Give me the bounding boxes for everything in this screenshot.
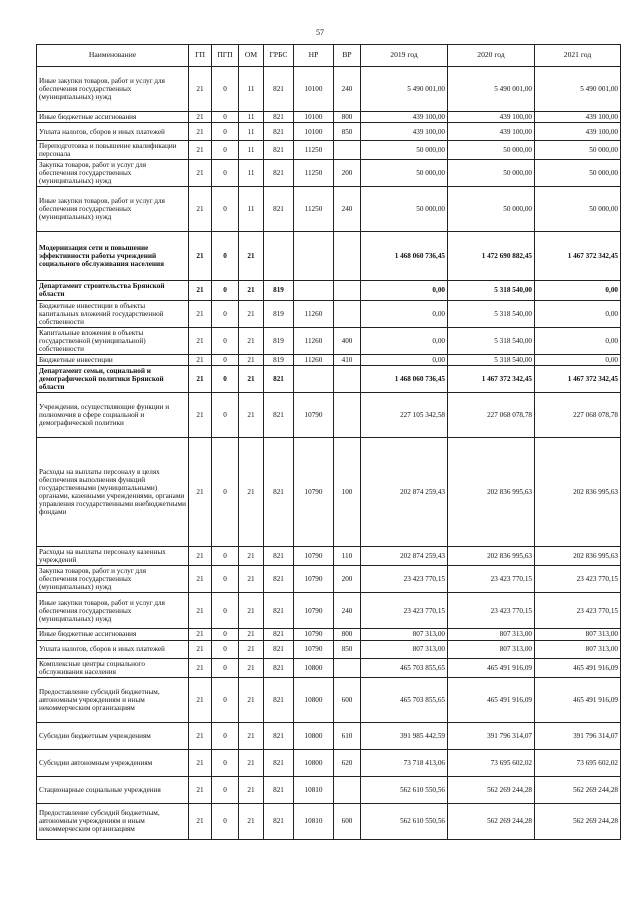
cell-grbs: 821 [264, 658, 294, 677]
cell-np: 10790 [294, 593, 334, 629]
cell-2021: 1 467 372 342,45 [535, 365, 621, 392]
cell-vr [334, 393, 361, 438]
cell-pgp: 0 [212, 123, 239, 141]
cell-pgp: 0 [212, 547, 239, 566]
table-row [37, 438, 621, 547]
cell-vr: 110 [334, 547, 361, 566]
cell-2020: 807 313,00 [448, 640, 535, 658]
cell-2021: 465 491 916,09 [535, 658, 621, 677]
header-gp: ГП [189, 45, 212, 67]
cell-pgp: 0 [212, 67, 239, 112]
table-body [37, 67, 621, 840]
cell-grbs: 819 [264, 327, 294, 354]
cell-2021: 23 423 770,15 [535, 566, 621, 593]
cell-2019: 5 490 001,00 [361, 67, 448, 112]
cell-gp: 21 [189, 803, 212, 839]
table-row [37, 187, 621, 232]
table-row [37, 629, 621, 640]
cell-np: 11260 [294, 354, 334, 365]
cell-om: 21 [239, 438, 264, 547]
cell-2021: 202 836 995,63 [535, 438, 621, 547]
cell-2019: 391 985 442,59 [361, 722, 448, 749]
cell-np: 10100 [294, 67, 334, 112]
cell-2019: 202 874 259,43 [361, 438, 448, 547]
cell-2019: 439 100,00 [361, 123, 448, 141]
cell-2020: 1 472 690 882,45 [448, 232, 535, 281]
cell-2020: 23 423 770,15 [448, 593, 535, 629]
cell-2019: 227 105 342,58 [361, 393, 448, 438]
cell-vr: 410 [334, 354, 361, 365]
cell-name: Учреждения, осуществляющие функции и полномочия в сфере социальной и демографической политики [37, 393, 189, 438]
cell-2019: 1 468 060 736,45 [361, 365, 448, 392]
cell-om: 21 [239, 393, 264, 438]
cell-vr [334, 281, 361, 300]
cell-2021: 50 000,00 [535, 160, 621, 187]
cell-om: 21 [239, 803, 264, 839]
cell-om: 21 [239, 300, 264, 327]
cell-gp: 21 [189, 566, 212, 593]
cell-pgp: 0 [212, 300, 239, 327]
table-row [37, 123, 621, 141]
cell-gp: 21 [189, 123, 212, 141]
cell-2020: 465 491 916,09 [448, 658, 535, 677]
cell-grbs: 821 [264, 187, 294, 232]
cell-2020: 50 000,00 [448, 141, 535, 160]
header-2021: 2021 год [535, 45, 621, 67]
cell-2019: 562 610 550,56 [361, 776, 448, 803]
cell-np: 10790 [294, 640, 334, 658]
cell-2019: 202 874 259,43 [361, 547, 448, 566]
cell-gp: 21 [189, 776, 212, 803]
cell-om: 21 [239, 629, 264, 640]
cell-pgp: 0 [212, 776, 239, 803]
cell-2021: 50 000,00 [535, 141, 621, 160]
cell-2020: 202 836 995,63 [448, 438, 535, 547]
cell-2019: 465 703 855,65 [361, 658, 448, 677]
cell-2020: 5 318 540,00 [448, 327, 535, 354]
cell-gp: 21 [189, 658, 212, 677]
cell-gp: 21 [189, 160, 212, 187]
cell-name: Иные закупки товаров, работ и услуг для обеспечения государственных (муниципальных) нужд [37, 187, 189, 232]
cell-2020: 391 796 314,07 [448, 722, 535, 749]
cell-name: Уплата налогов, сборов и иных платежей [37, 640, 189, 658]
cell-gp: 21 [189, 365, 212, 392]
cell-gp: 21 [189, 677, 212, 722]
cell-om: 11 [239, 160, 264, 187]
cell-grbs [264, 232, 294, 281]
cell-pgp: 0 [212, 803, 239, 839]
cell-om: 21 [239, 640, 264, 658]
cell-vr: 600 [334, 803, 361, 839]
cell-name: Переподготовка и повышение квалификации персонала [37, 141, 189, 160]
cell-2019: 807 313,00 [361, 629, 448, 640]
cell-vr [334, 300, 361, 327]
table-row [37, 393, 621, 438]
cell-vr [334, 141, 361, 160]
cell-vr: 200 [334, 160, 361, 187]
cell-gp: 21 [189, 593, 212, 629]
cell-pgp: 0 [212, 438, 239, 547]
cell-grbs: 821 [264, 677, 294, 722]
cell-grbs: 821 [264, 67, 294, 112]
cell-2020: 5 318 540,00 [448, 354, 535, 365]
cell-2020: 50 000,00 [448, 160, 535, 187]
cell-2021: 562 269 244,28 [535, 803, 621, 839]
cell-name: Уплата налогов, сборов и иных платежей [37, 123, 189, 141]
cell-om: 21 [239, 327, 264, 354]
cell-grbs: 821 [264, 141, 294, 160]
cell-2020: 5 318 540,00 [448, 281, 535, 300]
cell-grbs: 819 [264, 281, 294, 300]
cell-2019: 23 423 770,15 [361, 566, 448, 593]
cell-om: 21 [239, 354, 264, 365]
cell-name: Стационарные социальные учреждения [37, 776, 189, 803]
cell-vr: 850 [334, 123, 361, 141]
cell-2019: 439 100,00 [361, 112, 448, 123]
table-row [37, 354, 621, 365]
cell-2019: 23 423 770,15 [361, 593, 448, 629]
table-row [37, 547, 621, 566]
header-2019: 2019 год [361, 45, 448, 67]
cell-grbs: 821 [264, 640, 294, 658]
header-np: НР [294, 45, 334, 67]
cell-pgp: 0 [212, 187, 239, 232]
cell-2019: 0,00 [361, 281, 448, 300]
cell-name: Расходы на выплаты персоналу в целях обеспечения выполнения функций государственными (муниципальными) органами, казенными учреждениями, органами управления государственными внебюджетными фондами [37, 438, 189, 547]
cell-grbs: 821 [264, 566, 294, 593]
header-vr: ВР [334, 45, 361, 67]
cell-gp: 21 [189, 438, 212, 547]
cell-2020: 807 313,00 [448, 629, 535, 640]
cell-2021: 465 491 916,09 [535, 677, 621, 722]
table-row [37, 67, 621, 112]
cell-2021: 202 836 995,63 [535, 547, 621, 566]
cell-np: 11260 [294, 300, 334, 327]
table-row [37, 112, 621, 123]
cell-grbs: 821 [264, 776, 294, 803]
cell-name: Бюджетные инвестиции в объекты капитальных вложений государственной собственности [37, 300, 189, 327]
cell-vr: 100 [334, 438, 361, 547]
cell-vr: 200 [334, 566, 361, 593]
cell-pgp: 0 [212, 677, 239, 722]
cell-om: 21 [239, 281, 264, 300]
cell-2021: 5 490 001,00 [535, 67, 621, 112]
cell-np [294, 232, 334, 281]
cell-2021: 562 269 244,28 [535, 776, 621, 803]
table-row [37, 776, 621, 803]
cell-2019: 50 000,00 [361, 187, 448, 232]
cell-2019: 562 610 550,56 [361, 803, 448, 839]
cell-om: 21 [239, 566, 264, 593]
cell-np: 10800 [294, 722, 334, 749]
cell-name: Иные закупки товаров, работ и услуг для обеспечения государственных (муниципальных) нужд [37, 593, 189, 629]
header-grbs: ГРБС [264, 45, 294, 67]
cell-pgp: 0 [212, 354, 239, 365]
cell-2021: 0,00 [535, 281, 621, 300]
table-row [37, 749, 621, 776]
cell-gp: 21 [189, 327, 212, 354]
cell-gp: 21 [189, 67, 212, 112]
cell-grbs: 821 [264, 112, 294, 123]
cell-gp: 21 [189, 640, 212, 658]
table-row [37, 803, 621, 839]
cell-2021: 23 423 770,15 [535, 593, 621, 629]
cell-2020: 73 695 602,02 [448, 749, 535, 776]
cell-vr: 240 [334, 67, 361, 112]
cell-2021: 807 313,00 [535, 629, 621, 640]
table-row [37, 232, 621, 281]
cell-np: 11250 [294, 187, 334, 232]
cell-vr [334, 776, 361, 803]
cell-om: 21 [239, 677, 264, 722]
cell-2019: 465 703 855,65 [361, 677, 448, 722]
cell-vr: 240 [334, 187, 361, 232]
cell-np: 10800 [294, 749, 334, 776]
cell-pgp: 0 [212, 112, 239, 123]
cell-om: 21 [239, 749, 264, 776]
cell-om: 21 [239, 658, 264, 677]
cell-name: Департамент строительства Брянской области [37, 281, 189, 300]
cell-om: 11 [239, 112, 264, 123]
header-2020: 2020 год [448, 45, 535, 67]
cell-name: Департамент семьи, социальной и демографической политики Брянской области [37, 365, 189, 392]
cell-np: 10810 [294, 776, 334, 803]
page-number: 57 [316, 28, 324, 37]
cell-np: 11250 [294, 141, 334, 160]
cell-grbs: 819 [264, 300, 294, 327]
cell-name: Модернизация сети и повышение эффективности работы учреждений социального обслуживания населения [37, 232, 189, 281]
cell-gp: 21 [189, 112, 212, 123]
cell-om: 21 [239, 365, 264, 392]
cell-name: Иные бюджетные ассигнования [37, 629, 189, 640]
cell-2021: 227 068 078,78 [535, 393, 621, 438]
cell-2021: 0,00 [535, 354, 621, 365]
cell-vr [334, 658, 361, 677]
cell-2021: 50 000,00 [535, 187, 621, 232]
cell-np: 10810 [294, 803, 334, 839]
cell-np: 11260 [294, 327, 334, 354]
cell-grbs: 821 [264, 803, 294, 839]
table-row [37, 160, 621, 187]
table-row [37, 722, 621, 749]
cell-om: 21 [239, 547, 264, 566]
cell-2020: 1 467 372 342,45 [448, 365, 535, 392]
cell-2019: 0,00 [361, 354, 448, 365]
table-row [37, 677, 621, 722]
cell-np: 10100 [294, 123, 334, 141]
cell-2021: 73 695 602,02 [535, 749, 621, 776]
cell-2021: 0,00 [535, 300, 621, 327]
cell-name: Комплексные центры социального обслуживания населения [37, 658, 189, 677]
cell-om: 11 [239, 123, 264, 141]
cell-pgp: 0 [212, 141, 239, 160]
cell-2021: 391 796 314,07 [535, 722, 621, 749]
cell-grbs: 821 [264, 547, 294, 566]
cell-pgp: 0 [212, 749, 239, 776]
cell-gp: 21 [189, 749, 212, 776]
cell-name: Предоставление субсидий бюджетным, автономным учреждениям и иным некоммерческим организациям [37, 677, 189, 722]
cell-pgp: 0 [212, 722, 239, 749]
cell-gp: 21 [189, 393, 212, 438]
cell-2021: 0,00 [535, 327, 621, 354]
cell-gp: 21 [189, 141, 212, 160]
cell-2019: 0,00 [361, 300, 448, 327]
cell-om: 21 [239, 593, 264, 629]
cell-name: Иные закупки товаров, работ и услуг для обеспечения государственных (муниципальных) нужд [37, 67, 189, 112]
cell-np: 10790 [294, 393, 334, 438]
cell-vr: 400 [334, 327, 361, 354]
table-row [37, 566, 621, 593]
cell-name: Закупка товаров, работ и услуг для обеспечения государственных (муниципальных) нужд [37, 160, 189, 187]
cell-vr: 850 [334, 640, 361, 658]
cell-pgp: 0 [212, 640, 239, 658]
cell-gp: 21 [189, 354, 212, 365]
cell-grbs: 821 [264, 749, 294, 776]
cell-2021: 807 313,00 [535, 640, 621, 658]
cell-2019: 807 313,00 [361, 640, 448, 658]
table-row [37, 300, 621, 327]
cell-om: 21 [239, 722, 264, 749]
cell-np [294, 281, 334, 300]
cell-2019: 73 718 413,06 [361, 749, 448, 776]
cell-name: Предоставление субсидий бюджетным, автономным учреждениям и иным некоммерческим организациям [37, 803, 189, 839]
cell-grbs: 821 [264, 123, 294, 141]
cell-vr: 620 [334, 749, 361, 776]
cell-om: 21 [239, 776, 264, 803]
cell-2020: 23 423 770,15 [448, 566, 535, 593]
cell-grbs: 821 [264, 722, 294, 749]
cell-2020: 465 491 916,09 [448, 677, 535, 722]
cell-grbs: 821 [264, 438, 294, 547]
cell-np: 10790 [294, 438, 334, 547]
cell-name: Капитальные вложения в объекты государственной (муниципальной) собственности [37, 327, 189, 354]
table-row [37, 593, 621, 629]
cell-name: Субсидии автономным учреждениям [37, 749, 189, 776]
cell-pgp: 0 [212, 365, 239, 392]
cell-name: Иные бюджетные ассигнования [37, 112, 189, 123]
cell-om: 11 [239, 141, 264, 160]
cell-name: Субсидии бюджетным учреждениям [37, 722, 189, 749]
cell-2020: 5 318 540,00 [448, 300, 535, 327]
cell-pgp: 0 [212, 393, 239, 438]
cell-gp: 21 [189, 722, 212, 749]
table-row [37, 658, 621, 677]
cell-vr: 800 [334, 629, 361, 640]
cell-vr: 610 [334, 722, 361, 749]
cell-om: 11 [239, 67, 264, 112]
cell-grbs: 821 [264, 393, 294, 438]
cell-name: Закупка товаров, работ и услуг для обеспечения государственных (муниципальных) нужд [37, 566, 189, 593]
header-name: Наименование [37, 45, 189, 67]
cell-np: 10790 [294, 629, 334, 640]
cell-np: 10790 [294, 547, 334, 566]
cell-pgp: 0 [212, 281, 239, 300]
cell-vr [334, 232, 361, 281]
cell-gp: 21 [189, 629, 212, 640]
table-row [37, 640, 621, 658]
cell-pgp: 0 [212, 232, 239, 281]
cell-pgp: 0 [212, 566, 239, 593]
cell-pgp: 0 [212, 160, 239, 187]
cell-grbs: 821 [264, 160, 294, 187]
cell-2019: 50 000,00 [361, 141, 448, 160]
cell-2020: 227 068 078,78 [448, 393, 535, 438]
cell-2019: 50 000,00 [361, 160, 448, 187]
cell-pgp: 0 [212, 629, 239, 640]
cell-vr: 240 [334, 593, 361, 629]
cell-2020: 5 490 001,00 [448, 67, 535, 112]
cell-grbs: 821 [264, 365, 294, 392]
header-om: ОМ [239, 45, 264, 67]
cell-gp: 21 [189, 232, 212, 281]
cell-grbs: 821 [264, 629, 294, 640]
table-row [37, 141, 621, 160]
cell-2020: 50 000,00 [448, 187, 535, 232]
cell-vr: 600 [334, 677, 361, 722]
cell-gp: 21 [189, 187, 212, 232]
cell-np: 10100 [294, 112, 334, 123]
cell-om: 21 [239, 232, 264, 281]
cell-grbs: 821 [264, 593, 294, 629]
cell-name: Расходы на выплаты персоналу казенных учреждений [37, 547, 189, 566]
cell-om: 11 [239, 187, 264, 232]
cell-2020: 202 836 995,63 [448, 547, 535, 566]
cell-gp: 21 [189, 281, 212, 300]
cell-2021: 439 100,00 [535, 123, 621, 141]
cell-np: 10800 [294, 677, 334, 722]
table-row [37, 327, 621, 354]
header-pgp: ПГП [212, 45, 239, 67]
cell-pgp: 0 [212, 327, 239, 354]
cell-gp: 21 [189, 300, 212, 327]
cell-pgp: 0 [212, 593, 239, 629]
cell-2020: 439 100,00 [448, 123, 535, 141]
cell-2019: 1 468 060 736,45 [361, 232, 448, 281]
cell-vr: 800 [334, 112, 361, 123]
cell-2020: 562 269 244,28 [448, 776, 535, 803]
table-header-row [37, 45, 621, 67]
cell-pgp: 0 [212, 658, 239, 677]
cell-name: Бюджетные инвестиции [37, 354, 189, 365]
cell-2020: 562 269 244,28 [448, 803, 535, 839]
cell-np: 10800 [294, 658, 334, 677]
cell-vr [334, 365, 361, 392]
table-row [37, 281, 621, 300]
table-row [37, 365, 621, 392]
cell-np: 11250 [294, 160, 334, 187]
cell-2020: 439 100,00 [448, 112, 535, 123]
cell-gp: 21 [189, 547, 212, 566]
cell-grbs: 819 [264, 354, 294, 365]
cell-np [294, 365, 334, 392]
cell-2021: 439 100,00 [535, 112, 621, 123]
cell-np: 10790 [294, 566, 334, 593]
cell-2019: 0,00 [361, 327, 448, 354]
budget-table [36, 44, 621, 840]
cell-2021: 1 467 372 342,45 [535, 232, 621, 281]
